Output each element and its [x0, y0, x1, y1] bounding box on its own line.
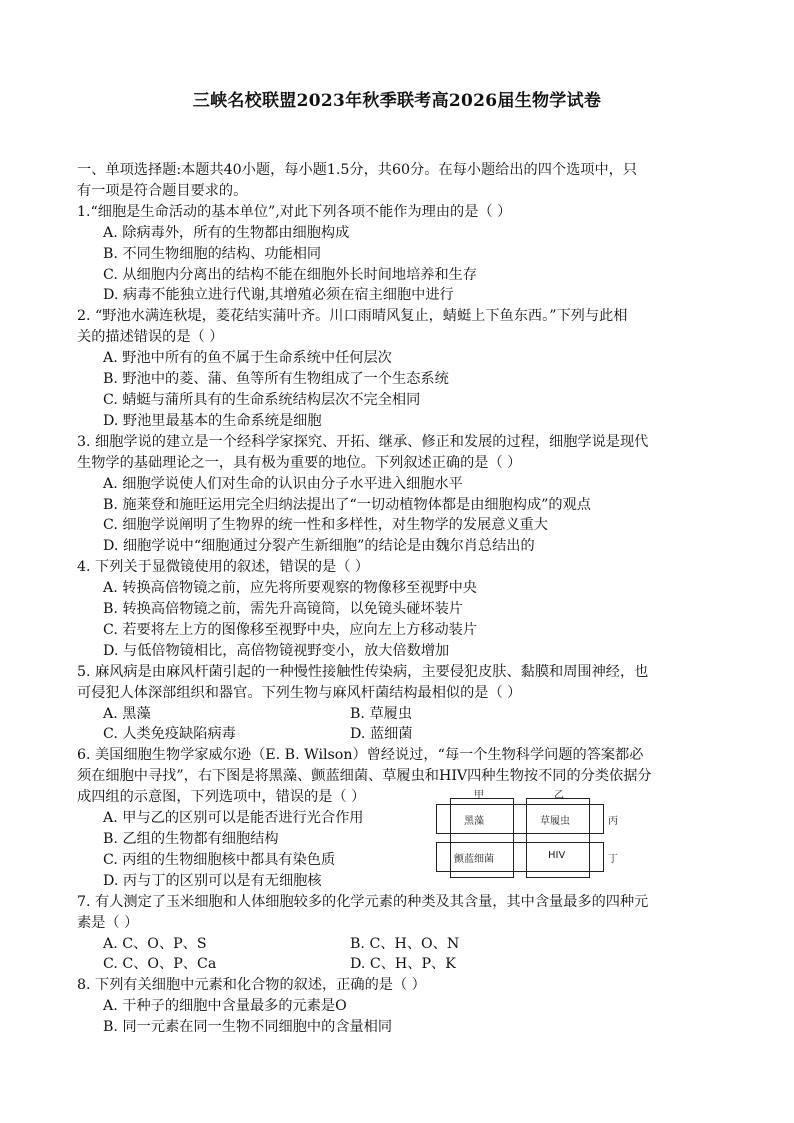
organism-heizao: 黑藻 — [464, 816, 484, 827]
q8-option-b: B. 同一元素在同一生物不同细胞中的含量相同 — [103, 1019, 393, 1036]
organism-hiv: HIV — [548, 850, 566, 861]
q3-stem-line2: 生物学的基础理论之一，具有极为重要的地位。下列叙述正确的是（ ） — [77, 454, 522, 471]
q7-option-c: C. C、O、P、Ca — [103, 956, 217, 973]
q8-stem: 8. 下列有关细胞中元素和化合物的叙述，正确的是（ ） — [77, 977, 426, 994]
q5-option-b: B. 草履虫 — [350, 705, 413, 722]
q4-option-c: C. 若要将左上方的图像移至视野中央，应向左上方移动装片 — [103, 621, 478, 638]
q3-option-b: B. 施莱登和施旺运用完全归纳法提出了“一切动植物体都是由细胞构成”的观点 — [103, 496, 591, 513]
q6-option-a: A. 甲与乙的区别可以是能否进行光合作用 — [103, 810, 364, 827]
q4-option-a: A. 转换高倍物镜之前，应先将所要观察的物像移至视野中央 — [103, 580, 477, 597]
label-ding: 丁 — [608, 854, 618, 865]
exam-content — [77, 160, 727, 1038]
q7-options-row2 — [77, 954, 727, 975]
q3-option-d: D. 细胞学说中“细胞通过分裂产生新细胞”的结论是由魏尔肖总结出的 — [103, 538, 535, 555]
label-yi: 乙 — [554, 790, 564, 801]
group-yi-box — [526, 798, 590, 878]
q3-option-c: C. 细胞学说阐明了生物界的统一性和多样性，对生物学的发展意义重大 — [103, 517, 548, 534]
label-jia: 甲 — [474, 790, 484, 801]
q7-option-d: D. C、H、P、K — [350, 956, 456, 973]
q1-stem: 1.“细胞是生命活动的基本单位”,对此下列各项不能作为理由的是（ ） — [77, 203, 512, 220]
label-bing: 丙 — [608, 816, 618, 827]
q7-stem-line2: 素是（ ） — [77, 914, 139, 931]
section-instruction-line2: 有一项是符合题目要求的。 — [77, 182, 248, 199]
q6-option-d: D. 丙与丁的区别可以是有无细胞核 — [103, 872, 322, 889]
q4-option-d: D. 与低倍物镜相比，高倍物镜视野变小，放大倍数增加 — [103, 642, 450, 659]
q1-option-d: D. 病毒不能独立进行代谢,其增殖必须在宿主细胞中进行 — [103, 287, 454, 304]
q5-options-row2 — [77, 724, 727, 745]
organism-chanlanxijun: 颤蓝细菌 — [454, 854, 494, 865]
q5-option-c: C. 人类免疫缺陷病毒 — [103, 726, 236, 743]
q3-option-a: A. 细胞学说使人们对生命的认识由分子水平进入细胞水平 — [103, 475, 463, 492]
q7-option-b: B. C、H、O、N — [350, 935, 460, 952]
q6-stem-line2: 须在细胞中寻找”，右下图是将黑藻、颤蓝细菌、草履虫和HIV四种生物按不同的分类依据分 — [77, 768, 652, 785]
q2-option-c: C. 蜻蜓与蒲所具有的生命系统结构层次不完全相同 — [103, 391, 421, 408]
q8-option-a: A. 干种子的细胞中含量最多的元素是O — [103, 998, 347, 1015]
q7-stem-line1: 7. 有人测定了玉米细胞和人体细胞较多的化学元素的种类及其含量，其中含量最多的四种元 — [77, 893, 649, 910]
exam-title: 三峡名校联盟2023年秋季联考高2026届生物学试卷 — [192, 91, 602, 111]
q2-option-a: A. 野池中所有的鱼不属于生命系统中任何层次 — [103, 350, 392, 367]
section-instruction-line1: 一、单项选择题:本题共40小题，每小题1.5分，共60分。在每小题给出的四个选项中，只 — [77, 162, 638, 178]
q2-stem-line1: 2. “野池水满连秋堤，菱花结实蒲叶齐。川口雨晴风复止，蜻蜓上下鱼东西。”下列与此相 — [77, 308, 628, 325]
q6-stem-line3: 成四组的示意图，下列选项中，错误的是（ ） — [77, 789, 366, 806]
q6-option-b: B. 乙组的生物都有细胞结构 — [103, 831, 279, 847]
q6-option-c: C. 丙组的生物细胞核中都具有染色质 — [103, 851, 336, 868]
q1-option-b: B. 不同生物细胞的结构、功能相同 — [103, 245, 322, 262]
q2-option-b: B. 野池中的菱、蒲、鱼等所有生物组成了一个生态系统 — [103, 371, 449, 388]
q4-stem: 4. 下列关于显微镜使用的叙述，错误的是（ ） — [77, 559, 370, 576]
q1-option-a: A. 除病毒外，所有的生物都由细胞构成 — [103, 224, 350, 241]
q2-option-d: D. 野池里最基本的生命系统是细胞 — [103, 412, 322, 429]
q3-stem-line1: 3. 细胞学说的建立是一个经科学家探究、开拓、继承、修正和发展的过程，细胞学说是现代 — [77, 433, 649, 450]
q5-stem-line1: 5. 麻风病是由麻风杆菌引起的一种慢性接触性传染病，主要侵犯皮肤、黏膜和周围神经，也 — [77, 663, 649, 680]
q2-stem-line2: 关的描述错误的是（ ） — [77, 329, 224, 346]
q6-classification-diagram — [436, 786, 626, 872]
group-jia-box — [450, 798, 514, 878]
q5-option-d: D. 蓝细菌 — [350, 726, 413, 743]
q7-option-a: A. C、O、P、S — [103, 935, 207, 952]
q5-options-row1 — [77, 704, 727, 725]
q5-option-a: A. 黑藻 — [103, 705, 151, 722]
q5-stem-line2: 可侵犯人体深部组织和器官。下列生物与麻风杆菌结构最相似的是（ ） — [77, 684, 522, 701]
q1-option-c: C. 从细胞内分离出的结构不能在细胞外长时间地培养和生存 — [103, 266, 478, 283]
organism-caolvchong: 草履虫 — [540, 816, 570, 827]
q6-stem-line1: 6. 美国细胞生物学家威尔逊（E. B. Wilson）曾经说过，“每一个生物科学问题的答案都必 — [77, 747, 644, 764]
q4-option-b: B. 转换高倍物镜之前，需先升高镜筒，以免镜头碰坏装片 — [103, 601, 463, 618]
q7-options-row1 — [77, 934, 727, 955]
